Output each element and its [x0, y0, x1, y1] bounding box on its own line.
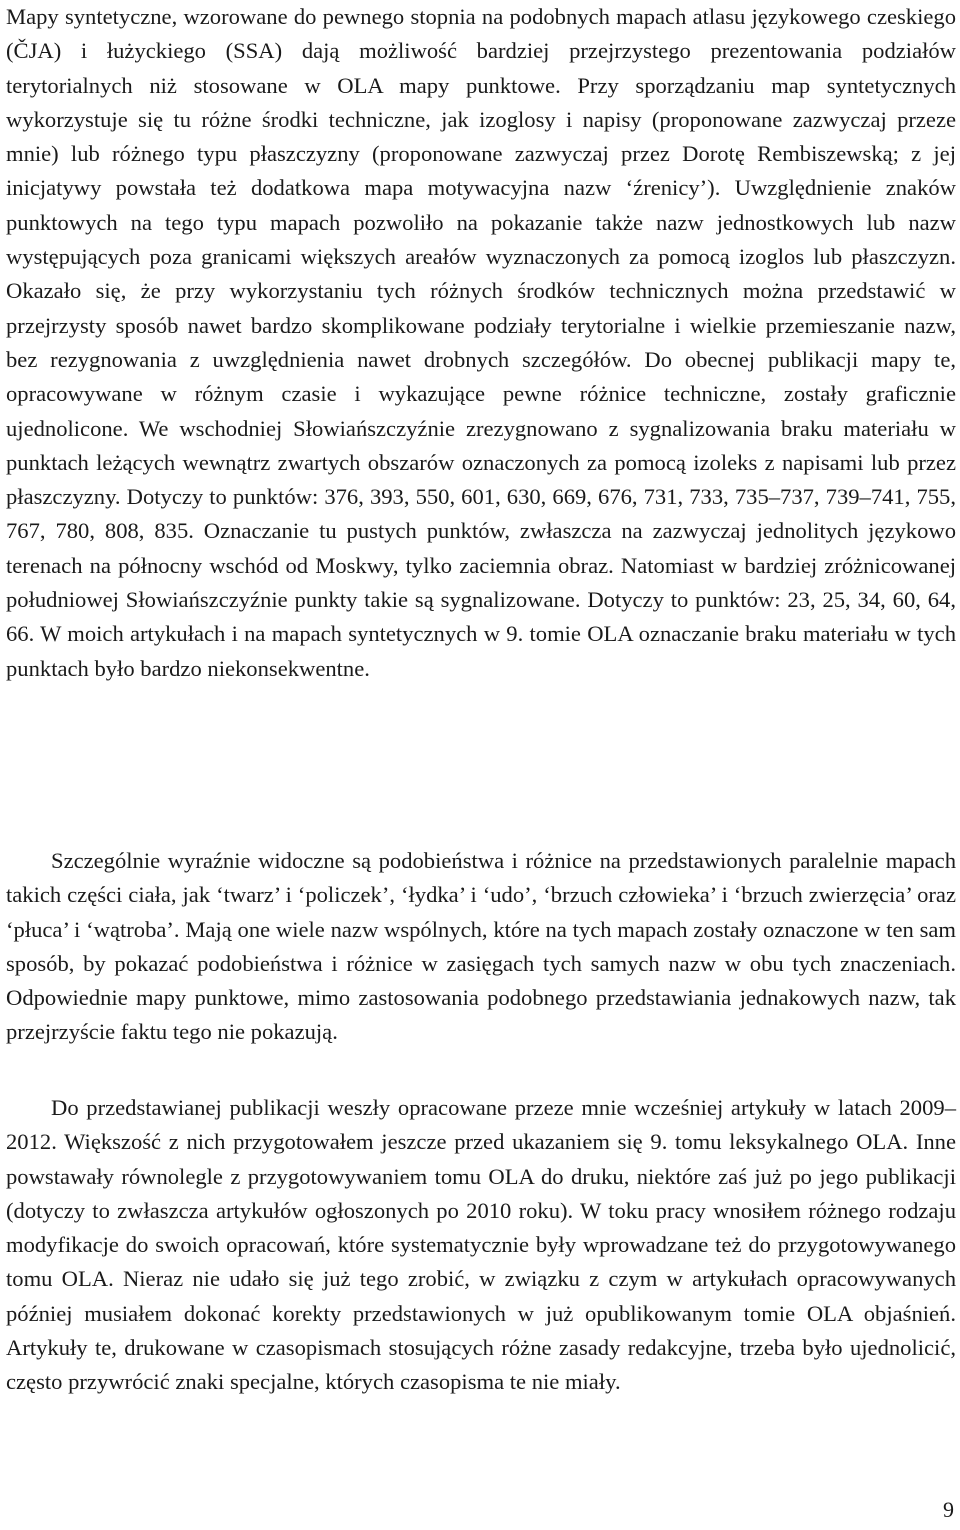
paragraph-publication-history: Do przedstawianej publikacji weszły opracowane przeze mnie wcześniej artykuły w latach 2009–2012. Większość z nich przygotowałem jeszcze przed ukazaniem się 9. tomu leksykalnego OLA. Inne powstawały równolegle z przygotowywaniem tomu OLA do druku, niektóre zaś już po jego publikacji (dotyczy to zwłaszcza artykułów ogłoszonych po 2010 roku). W toku pracy wnosiłem różnego rodzaju modyfikacje do swoich opracowań, które systematycznie były wprowadzane też do przygotowywanego tomu OLA. Nieraz nie udało się już tego zrobić, w związku z czym w artykułach opracowywanych później musiałem dokonać korekty przedstawionych w już opublikowanym tomie OLA objaśnień. Artykuły te, drukowane w czasopismach stosujących różne zasady redakcyjne, trzeba było ujednolicić, często przywrócić znaki specjalne, których czasopisma te nie miały. — [6, 1095, 956, 1395]
page-number: 9 — [943, 1497, 954, 1522]
paragraph-synthetic-maps: Mapy syntetyczne, wzorowane do pewnego stopnia na podobnych mapach atlasu językowego czeskiego (ČJA) i łużyckiego (SSA) dają możliwość bardziej przejrzystego prezentowania podziałów terytorialnych niż stosowane w OLA mapy punktowe. Przy sporządzaniu map syntetycznych wykorzystuje się tu różne środki techniczne, jak izoglosy i napisy (proponowane zazwyczaj przeze mnie) lub różnego typu płaszczyzny (proponowane zazwyczaj przez Dorotę Rembiszewską; z jej inicjatywy powstała też dodatkowa mapa motywacyjna nazw ‘źrenicy’). Uwzględnienie znaków punktowych na tego typu mapach pozwoliło na pokazanie także nazw jednostkowych lub nazw występujących poza granicami większych areałów wyznaczonych za pomocą izoglos lub płaszczyzn. Okazało się, że przy wykorzystaniu tych różnych środków technicznych można przedstawić w przejrzysty sposób nawet bardzo skomplikowane podziały terytorialne i wielkie przemieszanie nazw, bez rezygnowania z uwzględnienia nawet drobnych szczegółów. Do obecnej publikacji mapy te, opracowywane w różnym czasie i wykazujące pewne różnice techniczne, zostały graficznie ujednolicone. We wschodniej Słowiańszczyźnie zrezygnowano z sygnalizowania braku materiału w punktach leżących wewnątrz zwartych obszarów oznaczonych za pomocą izoleks z napisami lub przez płaszczyzny. Dotyczy to punktów: 376, 393, 550, 601, 630, 669, 676, 731, 733, 735–737, 739–741, 755, 767, 780, 808, 835. Oznaczanie tu pustych punktów, zwłaszcza na zazwyczaj jednolitych językowo terenach na północny wschód od Moskwy, tylko zaciemnia obraz. Natomiast w bardziej zróżnicowanej południowej Słowiańszczyźnie punkty takie są sygnalizowane. Dotyczy to punktów: 23, 25, 34, 60, 64, 66. W moich artykułach i na mapach syntetycznych w 9. tomie OLA oznaczanie braku materiału w tych punktach było bardzo niekonsekwentne. — [6, 4, 956, 681]
paragraph-body-parts-maps: Szczególnie wyraźnie widoczne są podobieństwa i różnice na przedstawionych paralelnie mapach takich części ciała, jak ‘twarz’ i ‘policzek’, ‘łydka’ i ‘udo’, ‘brzuch człowieka’ i ‘brzuch zwierzęcia’ oraz ‘płuca’ i ‘wątroba’. Mają one wiele nazw wspólnych, które na tych mapach zostały oznaczone w ten sam sposób, by pokazać podobieństwa i różnice w zasięgach tych samych nazw w obu tych znaczeniach. Odpowiednie mapy punktowe, mimo zastosowania podobnego przedstawiania jednakowych nazw, tak przejrzyście faktu tego nie pokazują. — [6, 848, 956, 1045]
